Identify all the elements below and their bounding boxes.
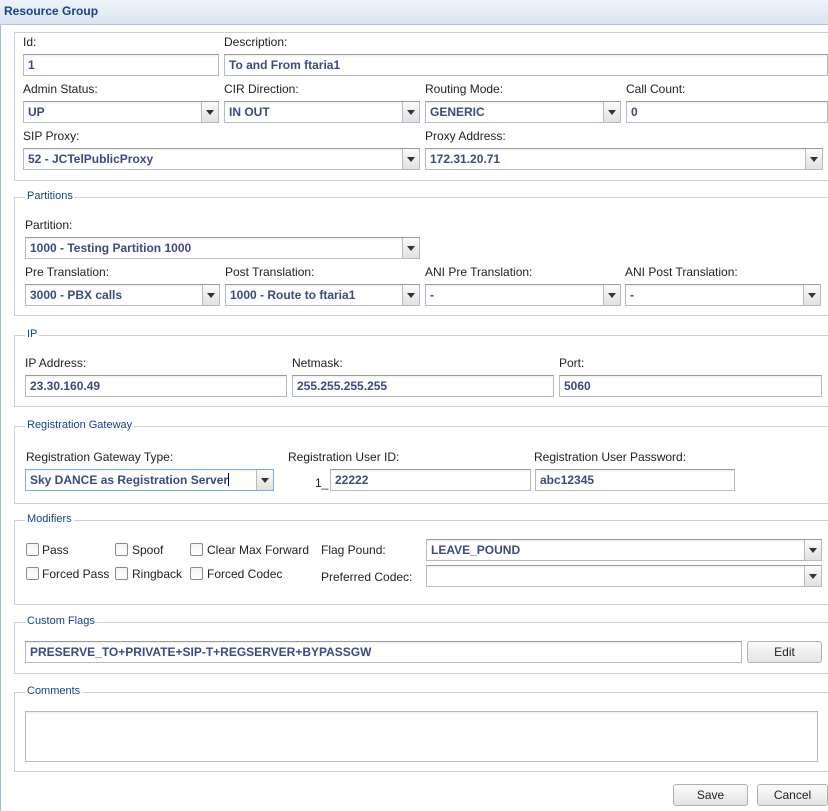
comments-legend: Comments <box>27 685 81 697</box>
routing-mode-chevron-down-icon[interactable] <box>603 102 620 122</box>
window-title: Resource Group <box>4 4 99 18</box>
routing-mode-value: GENERIC <box>430 105 485 119</box>
window-titlebar <box>0 0 828 25</box>
ip-address-label: IP Address: <box>25 356 87 370</box>
partition-value: 1000 - Testing Partition 1000 <box>30 241 192 255</box>
partition-chevron-down-icon[interactable] <box>402 238 419 258</box>
cir-direction-chevron-down-icon[interactable] <box>402 102 419 122</box>
ani-pre-translation-label: ANI Pre Translation: <box>425 265 533 279</box>
modifiers-bottom-border <box>14 604 828 605</box>
clear-max-forward-checkbox[interactable] <box>190 543 203 556</box>
custom-flags-bottom-border <box>14 673 828 674</box>
routing-mode-select[interactable] <box>425 101 621 123</box>
ani-post-translation-chevron-down-icon[interactable] <box>803 285 820 305</box>
registration-user-id-label: Registration User ID: <box>288 450 400 464</box>
partitions-top-border <box>14 197 828 198</box>
forced-codec-checkbox[interactable] <box>190 567 203 580</box>
registration-type-select[interactable] <box>25 469 274 491</box>
forced-pass-checkbox-label: Forced Pass <box>42 567 110 581</box>
registration-type-label: Registration Gateway Type: <box>26 450 174 464</box>
port-label: Port: <box>559 356 585 370</box>
pre-translation-label: Pre Translation: <box>25 265 110 279</box>
registration-top-border <box>14 426 828 427</box>
ani-post-translation-label: ANI Post Translation: <box>625 265 738 279</box>
admin-status-select[interactable] <box>23 101 219 123</box>
ip-bottom-border <box>14 406 828 407</box>
flag-pound-select[interactable] <box>426 539 822 561</box>
general-top-border <box>14 32 828 33</box>
comments-top-border <box>14 692 828 693</box>
custom-flags-top-border <box>14 622 828 623</box>
sip-proxy-chevron-down-icon[interactable] <box>402 149 419 169</box>
comments-textarea[interactable] <box>25 711 818 762</box>
port-input[interactable]: 5060 <box>559 375 822 397</box>
admin-status-label: Admin Status: <box>23 82 98 96</box>
post-translation-chevron-down-icon[interactable] <box>402 285 419 305</box>
call-count-label: Call Count: <box>626 82 686 96</box>
modifiers-top-border <box>14 520 828 521</box>
custom-flags-left-border <box>14 622 15 674</box>
spoof-checkbox-label: Spoof <box>132 543 164 557</box>
proxy-address-value: 172.31.20.71 <box>430 152 501 166</box>
description-label: Description: <box>224 35 288 49</box>
comments-bottom-border <box>14 771 828 772</box>
netmask-input[interactable]: 255.255.255.255 <box>292 375 554 397</box>
admin-status-value: UP <box>28 105 45 119</box>
ringback-checkbox[interactable] <box>115 567 128 580</box>
pre-translation-chevron-down-icon[interactable] <box>202 285 219 305</box>
proxy-address-label: Proxy Address: <box>425 129 506 143</box>
ip-top-border <box>14 335 828 336</box>
preferred-codec-select[interactable] <box>426 565 822 587</box>
save-button[interactable]: Save <box>673 784 748 806</box>
partition-select[interactable] <box>25 237 420 259</box>
registration-type-value: Sky DANCE as Registration Server <box>30 473 229 487</box>
custom-flags-input[interactable]: PRESERVE_TO+PRIVATE+SIP-T+REGSERVER+BYPASSGW <box>25 641 742 663</box>
flag-pound-chevron-down-icon[interactable] <box>804 540 821 560</box>
partition-label: Partition: <box>25 218 73 232</box>
registration-type-chevron-down-icon[interactable] <box>256 470 273 490</box>
post-translation-label: Post Translation: <box>225 265 315 279</box>
cir-direction-select[interactable] <box>224 101 420 123</box>
description-input[interactable]: To and From ftaria1 <box>224 54 828 76</box>
sip-proxy-value: 52 - JCTelPublicProxy <box>28 152 154 166</box>
registration-password-label: Registration User Password: <box>534 450 687 464</box>
modifiers-left-border <box>14 520 15 605</box>
clear-max-forward-checkbox-label: Clear Max Forward <box>207 543 310 557</box>
sip-proxy-select[interactable] <box>23 148 420 170</box>
forced-pass-checkbox[interactable] <box>26 567 39 580</box>
post-translation-select[interactable] <box>225 284 420 306</box>
partitions-bottom-border <box>14 315 828 316</box>
pre-translation-value: 3000 - PBX calls <box>30 288 123 302</box>
pass-checkbox-label: Pass <box>42 543 69 557</box>
ani-post-translation-select[interactable] <box>625 284 821 306</box>
cir-direction-label: CIR Direction: <box>224 82 299 96</box>
ani-post-translation-value: - <box>630 288 634 302</box>
registration-legend: Registration Gateway <box>27 419 133 431</box>
spoof-checkbox[interactable] <box>115 543 128 556</box>
partitions-left-border <box>14 197 15 316</box>
registration-left-border <box>14 426 15 504</box>
pre-translation-select[interactable] <box>25 284 220 306</box>
comments-left-border <box>14 692 15 772</box>
modifiers-legend: Modifiers <box>27 513 72 525</box>
forced-codec-checkbox-label: Forced Codec <box>207 567 283 581</box>
cancel-button[interactable]: Cancel <box>757 784 828 806</box>
edit-flags-button[interactable]: Edit <box>747 641 822 663</box>
proxy-address-chevron-down-icon[interactable] <box>805 149 822 169</box>
preferred-codec-chevron-down-icon[interactable] <box>804 566 821 586</box>
ip-legend: IP <box>27 328 38 340</box>
id-input[interactable]: 1 <box>23 54 219 76</box>
custom-flags-legend: Custom Flags <box>27 615 95 627</box>
call-count-input[interactable]: 0 <box>626 101 828 123</box>
admin-status-chevron-down-icon[interactable] <box>201 102 218 122</box>
ani-pre-translation-chevron-down-icon[interactable] <box>603 285 620 305</box>
registration-password-input[interactable]: abc12345 <box>535 469 735 491</box>
sip-proxy-label: SIP Proxy: <box>23 129 80 143</box>
netmask-label: Netmask: <box>292 356 343 370</box>
ringback-checkbox-label: Ringback <box>132 567 183 581</box>
flag-pound-value: LEAVE_POUND <box>431 543 521 557</box>
general-left-border <box>14 32 15 181</box>
cir-direction-value: IN OUT <box>229 105 270 119</box>
ani-pre-translation-select[interactable] <box>425 284 621 306</box>
routing-mode-label: Routing Mode: <box>425 82 504 96</box>
text-cursor <box>228 473 229 486</box>
id-label: Id: <box>23 35 37 49</box>
post-translation-value: 1000 - Route to ftaria1 <box>230 288 356 302</box>
registration-user-id-input[interactable]: 22222 <box>330 469 531 491</box>
preferred-codec-label: Preferred Codec: <box>321 570 413 584</box>
pass-checkbox[interactable] <box>26 543 39 556</box>
ip-address-input[interactable]: 23.30.160.49 <box>25 375 287 397</box>
proxy-address-select[interactable] <box>425 148 823 170</box>
flag-pound-label: Flag Pound: <box>321 543 386 557</box>
general-bottom-border <box>14 180 828 181</box>
registration-bottom-border <box>14 503 828 504</box>
ani-pre-translation-value: - <box>430 288 434 302</box>
ip-left-border <box>14 335 15 407</box>
window-left-border <box>0 25 1 811</box>
partitions-legend: Partitions <box>27 190 73 202</box>
registration-user-id-prefix: 1_ <box>315 476 329 490</box>
